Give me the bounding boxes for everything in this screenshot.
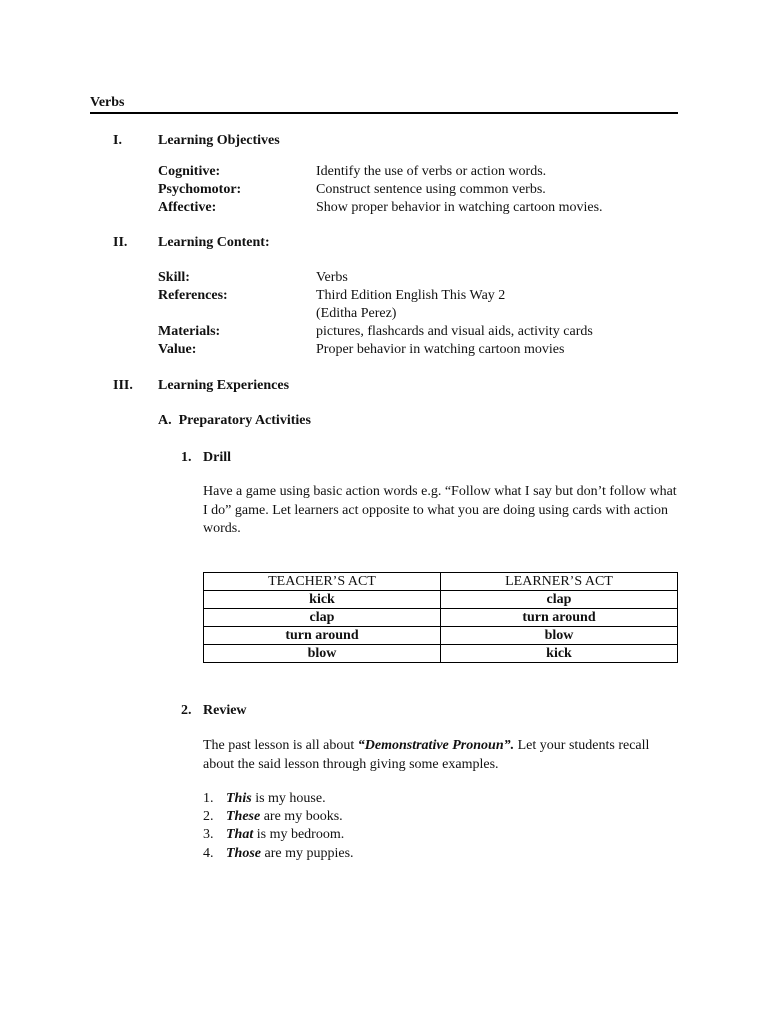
- drill-heading: Drill: [203, 450, 231, 465]
- example-rest: is my house.: [251, 791, 326, 806]
- objective-value: Show proper behavior in watching cartoon movies.: [316, 200, 603, 215]
- subsection-a-heading: A. Preparatory Activities: [158, 413, 311, 428]
- teacher-act-cell: kick: [204, 591, 441, 609]
- example-rest: are my puppies.: [261, 846, 354, 861]
- review-text: The past lesson is all about: [203, 738, 358, 753]
- pronoun-word: These: [226, 809, 261, 824]
- learner-act-cell: blow: [441, 627, 678, 645]
- title-divider: [90, 112, 678, 114]
- drill-number: 1.: [181, 450, 192, 465]
- table-row: [204, 645, 678, 663]
- teacher-act-cell: turn around: [204, 627, 441, 645]
- references-value: Third Edition English This Way 2: [316, 288, 506, 303]
- references-label: References:: [158, 288, 228, 303]
- section-2-heading: Learning Content:: [158, 235, 270, 250]
- drill-paragraph: Have a game using basic action words e.g. “Follow what I say but don’t follow what I do” game. Let learners act opposite to what you are doing using cards with action words.: [203, 484, 677, 536]
- column-header: TEACHER’S ACT: [204, 573, 441, 591]
- references-author: (Editha Perez): [316, 306, 397, 321]
- materials-value: pictures, flashcards and visual aids, activity cards: [316, 324, 593, 339]
- table-header-row: [204, 573, 678, 591]
- review-paragraph: [203, 737, 683, 774]
- pronoun-word: Those: [226, 846, 261, 861]
- section-3-heading: Learning Experiences: [158, 378, 290, 393]
- section-2-numeral: II.: [113, 235, 128, 250]
- review-emphasis: “Demonstrative Pronoun”.: [357, 738, 515, 753]
- example-rest: is my bedroom.: [253, 827, 345, 842]
- table-row: [204, 627, 678, 645]
- learner-act-cell: kick: [441, 645, 678, 663]
- table-row: [204, 591, 678, 609]
- value-value: Proper behavior in watching cartoon movies: [316, 342, 565, 357]
- review-heading: Review: [203, 703, 247, 718]
- section-1-heading: Learning Objectives: [158, 133, 280, 148]
- objective-value: Construct sentence using common verbs.: [316, 182, 546, 197]
- learner-act-cell: turn around: [441, 609, 678, 627]
- value-label: Value:: [158, 342, 197, 357]
- example-rest: are my books.: [260, 809, 343, 824]
- skill-label: Skill:: [158, 270, 190, 285]
- objective-label: Cognitive:: [158, 164, 221, 179]
- objective-label: Affective:: [158, 200, 217, 215]
- page-title: Verbs: [90, 95, 125, 110]
- objective-value: Identify the use of verbs or action words.: [316, 164, 547, 179]
- list-item: [203, 808, 343, 826]
- list-item: [203, 790, 326, 808]
- review-text: Let your students recall about the said lesson through giving some examples.: [203, 738, 650, 772]
- pronoun-word: This: [226, 791, 252, 806]
- review-number: 2.: [181, 703, 192, 718]
- learner-act-cell: clap: [441, 591, 678, 609]
- pronoun-word: That: [226, 827, 254, 842]
- action-words-table: [203, 572, 678, 663]
- materials-label: Materials:: [158, 324, 221, 339]
- list-number: 3.: [203, 827, 214, 842]
- section-3-numeral: III.: [113, 378, 133, 393]
- list-item: [203, 826, 344, 844]
- objective-label: Psychomotor:: [158, 182, 242, 197]
- list-number: 4.: [203, 846, 214, 861]
- section-1-numeral: I.: [113, 133, 122, 148]
- list-number: 2.: [203, 809, 214, 824]
- list-item: [203, 845, 354, 863]
- teacher-act-cell: blow: [204, 645, 441, 663]
- list-number: 1.: [203, 791, 214, 806]
- table-row: [204, 609, 678, 627]
- skill-value: Verbs: [316, 270, 348, 285]
- teacher-act-cell: clap: [204, 609, 441, 627]
- column-header: LEARNER’S ACT: [441, 573, 678, 591]
